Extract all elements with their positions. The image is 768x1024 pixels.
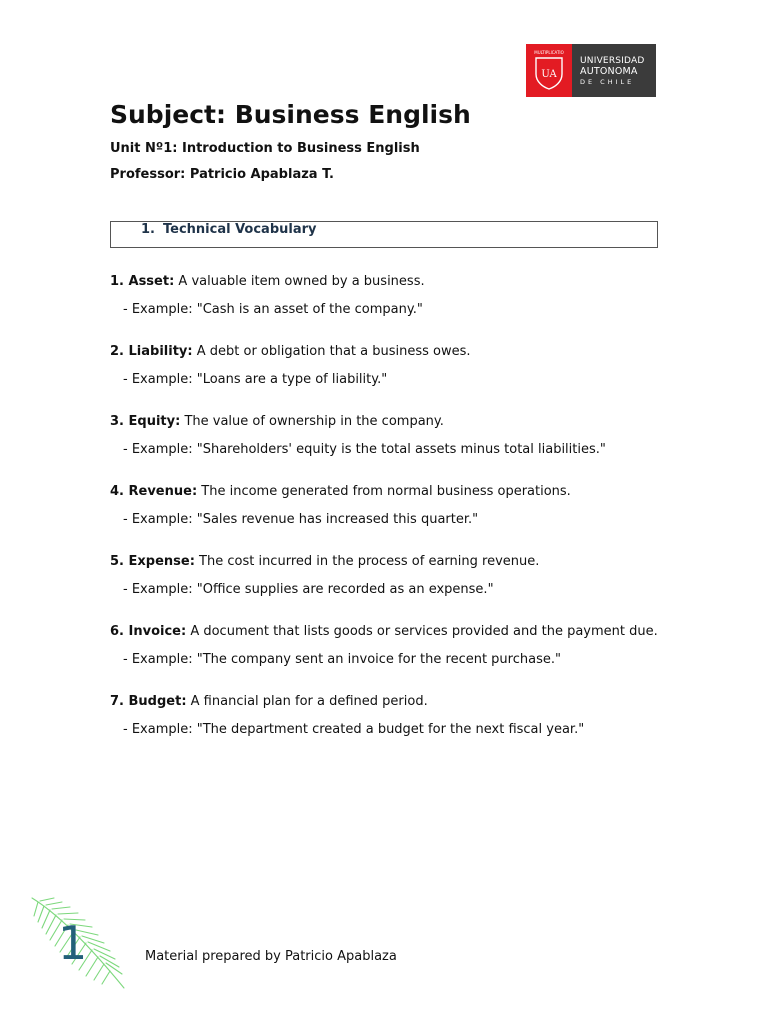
term-label: 2. Liability: [110,344,193,359]
term-label: 3. Equity: [110,414,181,429]
term-definition [110,484,658,500]
definition-text: A valuable item owned by a business. [178,274,425,289]
list-item [110,694,658,738]
footer-text: Material prepared by Patricio Apablaza [145,949,397,964]
example-text: - Example: "Loans are a type of liability." [123,372,388,387]
logo-motto: MULTIPLICATIO [534,50,564,55]
list-item [110,554,658,598]
list-item [110,484,658,528]
professor-label: Professor: Patricio Apablaza T. [110,167,334,182]
example-text: - Example: "The company sent an invoice for the recent purchase." [123,652,561,667]
definition-text: A debt or obligation that a business owes. [196,344,471,359]
example-text: - Example: "Cash is an asset of the company." [123,302,423,317]
logo-wordmark [572,44,656,97]
page-title: Subject: Business English [110,100,471,129]
vocabulary-list [110,274,658,764]
logo-emblem-text: UA [541,69,557,80]
logo-emblem [526,44,572,97]
shield-icon [534,56,564,90]
list-item [110,274,658,318]
example-text: - Example: "The department created a budget for the next fiscal year." [123,722,585,737]
logo-line-1: UNIVERSIDAD [580,56,645,66]
term-definition [110,694,658,710]
term-label: 6. Invoice: [110,624,187,639]
section-heading [141,222,317,237]
example-text: - Example: "Office supplies are recorded as an expense." [123,582,494,597]
example-text: - Example: "Sales revenue has increased this quarter." [123,512,479,527]
section-number: 1. [141,222,155,237]
term-definition [110,414,658,430]
definition-text: The cost incurred in the process of earning revenue. [199,554,540,569]
page-number: 1 [58,916,88,970]
term-definition [110,554,658,570]
term-label: 5. Expense: [110,554,195,569]
list-item [110,344,658,388]
term-label: 4. Revenue: [110,484,198,499]
university-logo [526,44,656,97]
term-label: 7. Budget: [110,694,187,709]
section-heading-box [110,221,658,248]
list-item [110,624,658,668]
term-definition [110,624,658,640]
definition-text: The income generated from normal business operations. [201,484,571,499]
term-definition [110,344,658,360]
logo-line-2: AUTONOMA [580,66,638,77]
section-title: Technical Vocabulary [162,222,317,237]
term-label: 1. Asset: [110,274,175,289]
definition-text: A financial plan for a defined period. [190,694,428,709]
logo-line-3: DE CHILE [580,77,635,86]
term-definition [110,274,658,290]
list-item [110,414,658,458]
unit-label: Unit Nº1: Introduction to Business English [110,141,420,156]
definition-text: The value of ownership in the company. [184,414,444,429]
definition-text: A document that lists goods or services provided and the payment due. [190,624,658,639]
example-text: - Example: "Shareholders' equity is the total assets minus total liabilities." [123,442,606,457]
